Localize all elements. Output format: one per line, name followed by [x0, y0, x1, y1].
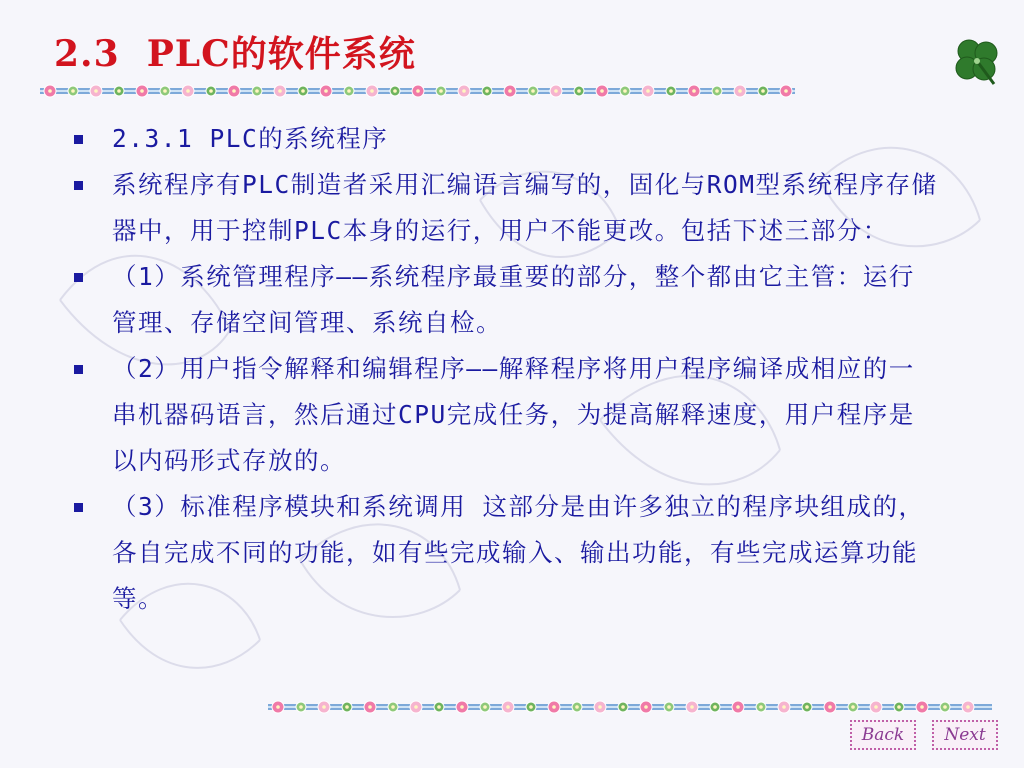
ribbon-flower-center-icon	[391, 705, 395, 709]
ribbon-flower-center-icon	[828, 705, 832, 709]
ribbon-flower-center-icon	[598, 705, 602, 709]
ribbon-flower-center-icon	[506, 705, 510, 709]
ribbon-flower-center-icon	[232, 89, 236, 93]
ribbon-flower-center-icon	[508, 89, 512, 93]
ribbon-flower-center-icon	[255, 89, 259, 93]
ribbon-flower-center-icon	[301, 89, 305, 93]
ribbon-flower-center-icon	[368, 705, 372, 709]
ribbon-flower-center-icon	[345, 705, 349, 709]
ribbon-flower-center-icon	[186, 89, 190, 93]
ribbon-flower-center-icon	[554, 89, 558, 93]
ribbon-flower-center-icon	[347, 89, 351, 93]
ribbon-flower-center-icon	[943, 705, 947, 709]
ribbon-flower-center-icon	[715, 89, 719, 93]
square-bullet-icon	[74, 273, 83, 282]
ribbon-flower-center-icon	[552, 705, 556, 709]
ribbon-flower-center-icon	[577, 89, 581, 93]
ribbon-flower-center-icon	[393, 89, 397, 93]
ribbon-flower-center-icon	[278, 89, 282, 93]
square-bullet-icon	[74, 181, 83, 190]
ribbon-flower-center-icon	[920, 705, 924, 709]
flower-ribbon-bottom	[268, 696, 992, 718]
ribbon-flower-center-icon	[437, 705, 441, 709]
bullet-text: （2）用户指令解释和编辑程序——解释程序将用户程序编译成相应的一串机器码语言，然后通过CPU完成任务，为提高解释速度，用户程序是以内码形式存放的。	[112, 354, 915, 475]
bullet-text: （1）系统管理程序——系统程序最重要的部分，整个都由它主管：运行管理、存储空间管理、系统自检。	[112, 262, 915, 337]
ribbon-flower-center-icon	[529, 705, 533, 709]
back-button[interactable]: Back	[850, 720, 916, 750]
next-button[interactable]: Next	[932, 720, 998, 750]
bullet-item	[70, 162, 940, 254]
ribbon-flower-center-icon	[966, 705, 970, 709]
slide-title: 2.3 PLC的软件系统	[54, 33, 416, 75]
square-bullet-icon	[74, 503, 83, 512]
slide-content	[70, 116, 940, 622]
ribbon-flower-center-icon	[897, 705, 901, 709]
ribbon-flower-center-icon	[117, 89, 121, 93]
ribbon-flower-center-icon	[692, 89, 696, 93]
ribbon-flower-center-icon	[531, 89, 535, 93]
bullet-item	[70, 484, 940, 622]
ribbon-flower-center-icon	[623, 89, 627, 93]
ribbon-flower-center-icon	[759, 705, 763, 709]
ribbon-flower-center-icon	[48, 89, 52, 93]
flower-ribbon-top	[40, 80, 795, 102]
bullet-item	[70, 346, 940, 484]
ribbon-flower-center-icon	[874, 705, 878, 709]
ribbon-flower-center-icon	[851, 705, 855, 709]
ribbon-flower-center-icon	[140, 89, 144, 93]
ribbon-flower-center-icon	[738, 89, 742, 93]
bullet-item	[70, 254, 940, 346]
ribbon-flower-center-icon	[483, 705, 487, 709]
bullet-text: 系统程序有PLC制造者采用汇编语言编写的，固化与ROM型系统程序存储器中，用于控制PLC本身的运行，用户不能更改。包括下述三部分：	[112, 170, 938, 245]
ribbon-flower-center-icon	[439, 89, 443, 93]
ribbon-flower-center-icon	[71, 89, 75, 93]
ribbon-flower-center-icon	[782, 705, 786, 709]
ribbon-flower-center-icon	[299, 705, 303, 709]
ribbon-flower-center-icon	[209, 89, 213, 93]
ribbon-flower-center-icon	[94, 89, 98, 93]
bullet-item	[70, 116, 940, 162]
square-bullet-icon	[74, 365, 83, 374]
ribbon-flower-center-icon	[485, 89, 489, 93]
ribbon-flower-center-icon	[575, 705, 579, 709]
ribbon-flower-center-icon	[370, 89, 374, 93]
ribbon-flower-center-icon	[460, 705, 464, 709]
ribbon-flower-center-icon	[690, 705, 694, 709]
ribbon-flower-center-icon	[163, 89, 167, 93]
ribbon-flower-center-icon	[784, 89, 788, 93]
ribbon-flower-center-icon	[621, 705, 625, 709]
ribbon-flower-center-icon	[324, 89, 328, 93]
square-bullet-icon	[74, 135, 83, 144]
ribbon-flower-center-icon	[669, 89, 673, 93]
ribbon-flower-center-icon	[644, 705, 648, 709]
bullet-text: （3）标准程序模块和系统调用 这部分是由许多独立的程序块组成的，各自完成不同的功能，如有些完成输入、输出功能，有些完成运算功能等。	[112, 492, 925, 613]
ribbon-flower-center-icon	[646, 89, 650, 93]
four-leaf-clover-icon	[950, 34, 1004, 88]
ribbon-flower-center-icon	[600, 89, 604, 93]
ribbon-flower-center-icon	[761, 89, 765, 93]
ribbon-flower-center-icon	[276, 705, 280, 709]
ribbon-flower-center-icon	[322, 705, 326, 709]
ribbon-flower-center-icon	[414, 705, 418, 709]
ribbon-flower-center-icon	[462, 89, 466, 93]
ribbon-flower-center-icon	[713, 705, 717, 709]
bullet-text: 2.3.1 PLC的系统程序	[112, 124, 389, 153]
ribbon-flower-center-icon	[667, 705, 671, 709]
ribbon-flower-center-icon	[416, 89, 420, 93]
ribbon-flower-center-icon	[805, 705, 809, 709]
ribbon-flower-center-icon	[736, 705, 740, 709]
